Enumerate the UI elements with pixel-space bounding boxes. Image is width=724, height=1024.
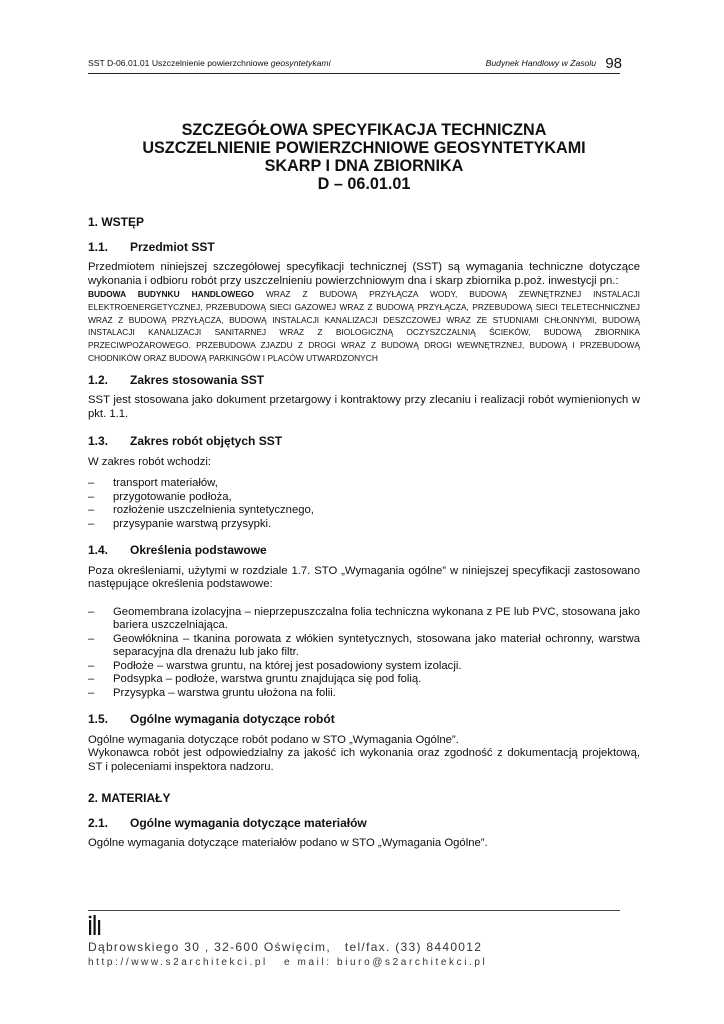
- definitions-list: [88, 606, 640, 701]
- page-number: 98: [605, 55, 622, 72]
- subsection-heading: 2.1. Ogólne wymagania dotyczące materiałów: [88, 815, 367, 830]
- list-item: – rozłożenie uszczelnienia syntetycznego,: [88, 504, 640, 518]
- paragraph: W zakres robót wchodzi:: [88, 455, 212, 468]
- page-header: [88, 56, 620, 74]
- paragraph: Ogólne wymagania dotyczące robót podano w STO „Wymagania Ogólne”.: [88, 733, 459, 746]
- company-logo: [88, 914, 102, 936]
- list-item: – Geomembrana izolacyjna – nieprzepuszczalna folia techniczna wykonana z PE lub PVC, stosowana jako bariera uszczelniająca.: [88, 606, 640, 633]
- paragraph: Poza określeniami, użytymi w rozdziale 1.7. STO „Wymagania ogólne” w niniejszej specyfikacji zastosowano następujące określenia podstawowe:: [88, 564, 640, 591]
- paragraph: Wykonawca robót jest odpowiedzialny za jakość ich wykonania oraz zgodność z dokumentacją projektową, ST i poleceniami inspektora nadzoru.: [88, 747, 640, 773]
- footer-contact: http://www.s2architekci.pl e mail: biuro@s2architekci.pl: [88, 957, 488, 968]
- paragraph: Ogólne wymagania dotyczące materiałów podano w STO „Wymagania Ogólne”.: [88, 837, 488, 850]
- document-body: [88, 216, 640, 851]
- footer-divider: [88, 910, 620, 911]
- title-line-4: D – 06.01.01: [317, 175, 411, 193]
- subsection-heading: 1.2. Zakres stosowania SST: [88, 372, 265, 387]
- subsection-heading: 1.3. Zakres robót objętych SST: [88, 434, 283, 449]
- title-line-3: SKARP I DNA ZBIORNIKA: [264, 157, 464, 175]
- paragraph: Przedmiotem niniejszej szczegółowej specyfikacji technicznej (SST) są wymagania techniczne dotyczące wykonania i odbioru robót przy uszczelnieniu powierzchniowym dna i skarp zbiornika p.poż. inwestycji pn.:: [88, 261, 640, 287]
- list-item: – Przysypka – warstwa gruntu ułożona na folii.: [88, 687, 640, 701]
- list-item: – przysypanie warstwą przysypki.: [88, 518, 640, 532]
- subsection-heading: 1.4. Określenia podstawowe: [88, 543, 267, 558]
- s2-logo-icon: [88, 914, 102, 936]
- list-item: – Podłoże – warstwa gruntu, na której jest posadowiony system izolacji.: [88, 660, 640, 674]
- document-title: [88, 121, 640, 193]
- investment-name-paragraph: BUDOWA BUDYNKU HANDLOWEGO WRAZ Z BUDOWĄ PRZYŁĄCZA WODY, BUDOWĄ ZEWNĘTRZNEJ INSTALACJI ELEKTROENERGETYCZNEJ, PRZEBUDOWĄ SIECI GAZOWEJ WRAZ Z BUDOWĄ PRZYŁĄCZA, PRZEBUDOWĄ SIECI TELETECHNICZNEJ WRAZ Z BUDOWĄ PRZYŁĄCZA, BUDOWĄ INSTALACJI KANALIZACJI DESZCZOWEJ WRAZ ZE STUDNIAMI CHŁONNYMI, BUDOWĄ INSTALACJI KANALIZACJI SANITARNEJ WRAZ Z BIOLOGICZNĄ OCZYSZCZALNIĄ ŚCIEKÓW, BUDOWĄ ZBIORNIKA PRZECIWPOŻAROWEGO. PRZEBUDOWA ZJAZDU Z DROGI WRAZ Z BUDOWĄ DROGI WEWNĘTRZNEJ, BUDOWĄ I PRZEBUDOWĄ CHODNIKÓW ORAZ BUDOWĄ PARKINGÓW I PLACÓW UTWARDZONYCH: [88, 289, 640, 363]
- title-line-1: SZCZEGÓŁOWA SPECYFIKACJA TECHNICZNA: [181, 121, 547, 139]
- header-project-name: Budynek Handlowy w Zasolu: [485, 58, 596, 68]
- list-item: – przygotowanie podłoża,: [88, 491, 640, 505]
- subsection-heading: 1.1. Przedmiot SST: [88, 239, 215, 254]
- paragraph: SST jest stosowana jako dokument przetargowy i kontraktowy przy zlecaniu i realizacji robót wymienionych w pkt. 1.1.: [88, 394, 640, 420]
- subsection-heading: 1.5. Ogólne wymagania dotyczące robót: [88, 712, 335, 727]
- section-heading: 2. MATERIAŁY: [88, 791, 171, 806]
- header-doc-title: SST D-06.01.01 Uszczelnienie powierzchniowe geosyntetykami: [88, 58, 331, 68]
- list-item: – transport materiałów,: [88, 477, 640, 491]
- list-item: – Geowłóknina – tkanina porowata z włókien syntetycznych, stosowana jako materiał ochronny, warstwa separacyjna dla drenażu lub jako filtr.: [88, 633, 640, 660]
- list-item: – Podsypka – podłoże, warstwa gruntu znajdująca się pod folią.: [88, 673, 640, 687]
- section-heading: 1. WSTĘP: [88, 215, 145, 229]
- scope-list: [88, 477, 640, 531]
- title-line-2: USZCZELNIENIE POWIERZCHNIOWE GEOSYNTETYKAMI: [142, 139, 586, 157]
- header-divider: [88, 73, 620, 74]
- footer-address: Dąbrowskiego 30 , 32-600 Oświęcim, tel/fax. (33) 8440012: [88, 940, 483, 954]
